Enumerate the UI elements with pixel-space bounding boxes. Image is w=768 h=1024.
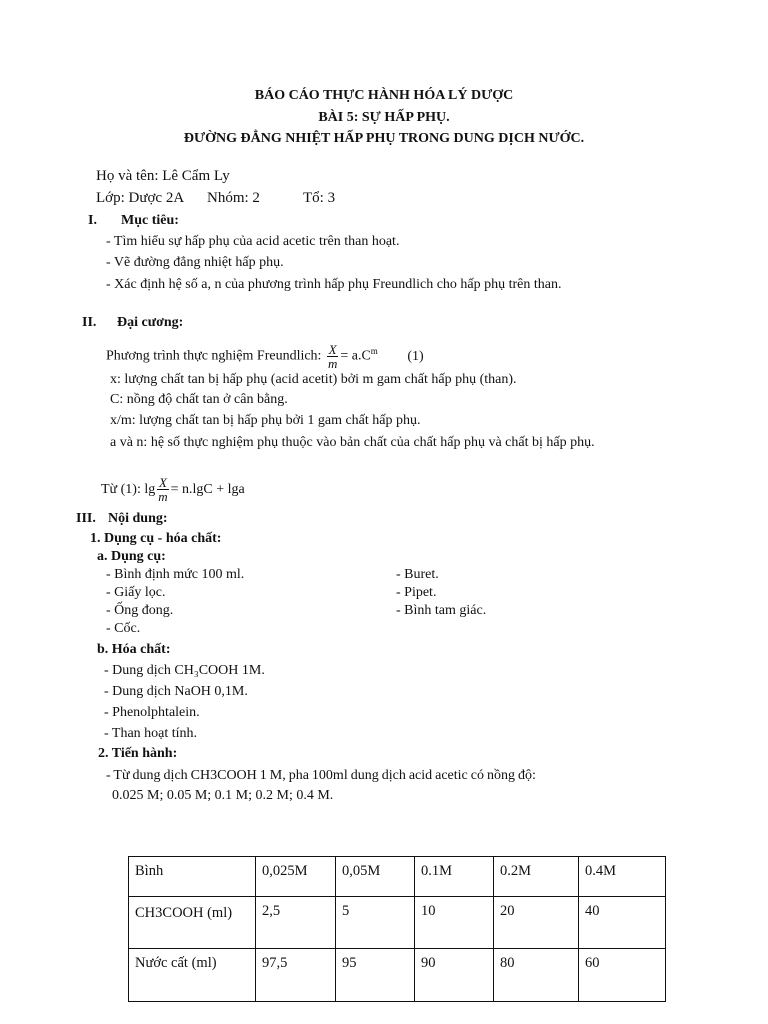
table-cell: 10 — [415, 897, 494, 949]
table-row — [129, 857, 666, 897]
table-cell: Bình — [129, 857, 256, 897]
fraction-numerator: X — [328, 341, 337, 357]
goal-item: - Tìm hiểu sự hấp phụ của acid acetic trên than hoạt. — [106, 234, 400, 249]
table-cell: 80 — [494, 949, 579, 1002]
fraction-denominator: m — [158, 489, 168, 505]
chemical-item: - Than hoạt tính. — [104, 726, 198, 741]
chemical-item: - Dung dịch NaOH 0,1M. — [104, 684, 248, 699]
equation-label: Phương trình thực nghiệm Freundlich: — [106, 348, 322, 364]
table-cell: 20 — [494, 897, 579, 949]
equation-number: (1) — [407, 348, 424, 364]
goal-item: - Vẽ đường đẳng nhiệt hấp phụ. — [106, 255, 284, 270]
student-class: Lớp: Dược 2A — [96, 190, 185, 206]
table-cell: 90 — [415, 949, 494, 1002]
tool-item: - Bình định mức 100 ml. — [106, 567, 245, 582]
freundlich-equation — [106, 333, 424, 369]
table-cell: 95 — [336, 949, 415, 1002]
table-cell: 97,5 — [256, 949, 336, 1002]
chemical-item: - Dung dịch CH₃COOH 1M. — [104, 663, 265, 678]
table-cell: 60 — [579, 949, 666, 1002]
log-equation — [101, 472, 245, 508]
log-rhs: = n.lgC + lga — [170, 482, 245, 497]
tool-item: - Buret. — [396, 567, 439, 582]
definition-c: C: nồng độ chất tan ở cân bằng. — [110, 392, 288, 407]
table-cell: 0,05M — [336, 857, 415, 897]
table-cell: CH3COOH (ml) — [129, 897, 256, 949]
table-cell: 40 — [579, 897, 666, 949]
equation-exponent: m — [370, 346, 378, 356]
lesson-title: BÀI 5: SỰ HẤP PHỤ. — [318, 110, 450, 125]
subsection-tools-chemicals: 1. Dụng cụ - hóa chất: — [90, 531, 222, 546]
table-row — [129, 949, 666, 1002]
section2-number: II. — [82, 315, 97, 330]
report-title: BÁO CÁO THỰC HÀNH HÓA LÝ DƯỢC — [254, 88, 514, 103]
dilution-table — [128, 856, 666, 1002]
fraction-denominator: m — [327, 355, 338, 371]
log-prefix: Từ (1): lg — [101, 482, 156, 497]
student-name: Họ và tên: Lê Cẩm Ly — [96, 168, 230, 184]
subsection-procedure: 2. Tiến hành: — [98, 746, 178, 761]
subsection-chemicals: b. Hóa chất: — [97, 642, 171, 657]
lesson-subtitle: ĐƯỜNG ĐẲNG NHIỆT HẤP PHỤ TRONG DUNG DỊCH NƯỚC. — [183, 131, 585, 146]
tool-item: - Pipet. — [396, 585, 437, 600]
tool-item: - Giấy lọc. — [106, 585, 166, 600]
tool-item: - Cốc. — [106, 621, 141, 636]
table-cell: 2,5 — [256, 897, 336, 949]
table-cell: 0.1M — [415, 857, 494, 897]
section3-title: Nội dung: — [108, 511, 168, 526]
goal-item: - Xác định hệ số a, n của phương trình hấp phụ Freundlich cho hấp phụ trên than. — [106, 277, 562, 292]
equation-rhs: = a.C — [340, 348, 371, 364]
section3-number: III. — [76, 511, 96, 526]
fraction-x-over-m — [327, 343, 338, 370]
table-cell: 0.4M — [579, 857, 666, 897]
student-team: Tổ: 3 — [303, 190, 336, 206]
subsection-tools: a. Dụng cụ: — [97, 549, 166, 564]
tool-item: - Bình tam giác. — [396, 603, 487, 618]
fraction-x-over-m — [157, 476, 168, 503]
definition-xm: x/m: lượng chất tan bị hấp phụ bởi 1 gam chất hấp phụ. — [110, 413, 421, 428]
table-cell: 0,025M — [256, 857, 336, 897]
procedure-concentrations: 0.025 M; 0.05 M; 0.1 M; 0.2 M; 0.4 M. — [112, 788, 334, 803]
section1-title: Mục tiêu: — [121, 213, 179, 228]
table-cell: Nước cất (ml) — [129, 949, 256, 1002]
tool-item: - Ống đong. — [106, 603, 174, 618]
table-cell: 0.2M — [494, 857, 579, 897]
table-cell: 5 — [336, 897, 415, 949]
student-group: Nhóm: 2 — [207, 190, 260, 206]
procedure-text: - Từ dung dịch CH3COOH 1 M, pha 100ml dung dịch acid acetic có nồng độ: — [106, 768, 536, 783]
section2-title: Đại cương: — [117, 315, 184, 330]
section1-number: I. — [88, 213, 97, 228]
chemical-item: - Phenolphtalein. — [104, 705, 200, 720]
table-row — [129, 897, 666, 949]
definition-x: x: lượng chất tan bị hấp phụ (acid acetit) bởi m gam chất hấp phụ (than). — [110, 372, 517, 387]
fraction-numerator: X — [158, 475, 167, 491]
definition-an: a và n: hệ số thực nghiệm phụ thuộc vào bản chất của chất hấp phụ và chất bị hấp phụ. — [110, 435, 595, 450]
